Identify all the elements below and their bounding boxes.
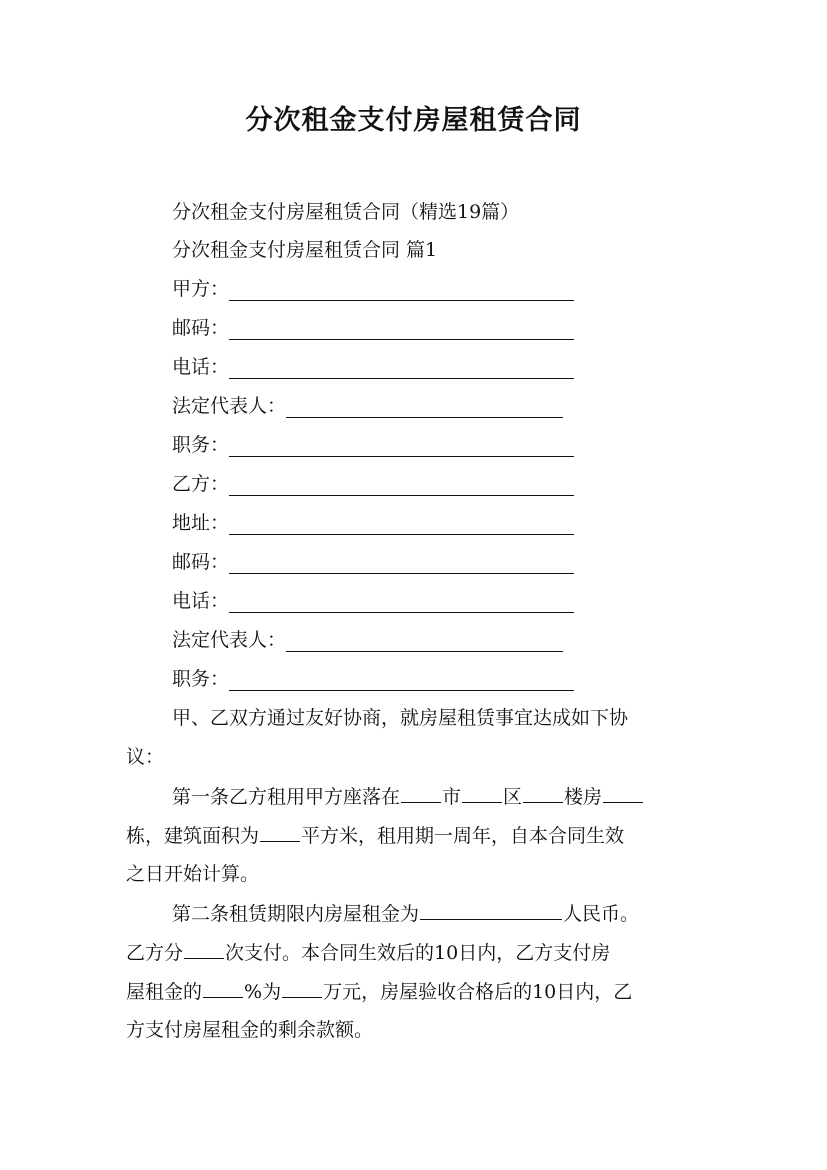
blank-line[interactable] <box>229 592 574 613</box>
blank-line[interactable] <box>603 784 643 803</box>
party-a-position-field <box>172 433 574 457</box>
article-text: 栋，建筑面积为 <box>126 825 260 847</box>
party-a-representative-field <box>172 394 563 418</box>
document-subtitle: 分次租金支付房屋租赁合同（精选19篇） <box>172 201 520 223</box>
party-b-position-field <box>172 667 574 691</box>
field-label: 职务： <box>172 668 230 690</box>
article-2-cont <box>126 979 706 1004</box>
intro-paragraph-cont: 议： <box>126 746 165 768</box>
intro-paragraph: 甲、乙双方通过友好协商，就房屋租赁事宜达成如下协 <box>172 707 629 729</box>
field-label: 乙方： <box>172 473 230 495</box>
blank-line[interactable] <box>401 784 441 803</box>
document-title: 分次租金支付房屋租赁合同 <box>245 105 582 136</box>
article-text: 区 <box>503 786 523 808</box>
blank-line[interactable] <box>229 319 574 340</box>
field-label: 甲方： <box>172 278 230 300</box>
field-label: 职务： <box>172 434 230 456</box>
party-b-representative-field <box>172 628 563 652</box>
blank-line[interactable] <box>260 823 300 842</box>
blank-line[interactable] <box>286 631 563 652</box>
article-text: 屋租金的 <box>126 981 203 1003</box>
blank-line[interactable] <box>229 280 574 301</box>
party-b-field <box>172 472 574 496</box>
field-label: 邮码： <box>172 551 230 573</box>
article-2-cont <box>126 940 706 965</box>
field-label: 邮码： <box>172 317 230 339</box>
blank-line[interactable] <box>286 397 563 418</box>
field-label: 电话： <box>172 356 230 378</box>
article-text: 次支付。本合同生效后的10日内，乙方支付房 <box>225 942 611 964</box>
article-text: 乙方分 <box>126 942 184 964</box>
article-text: 第一条乙方租用甲方座落在 <box>172 786 401 808</box>
party-a-postcode-field <box>172 316 574 340</box>
article-1 <box>172 784 752 809</box>
party-a-field <box>172 277 574 301</box>
blank-line[interactable] <box>420 901 562 920</box>
section-heading: 分次租金支付房屋租赁合同 篇1 <box>172 239 438 261</box>
party-a-phone-field <box>172 355 574 379</box>
article-text: 万元，房屋验收合格后的10日内，乙 <box>323 981 633 1003</box>
article-2 <box>172 901 752 926</box>
article-text: 人民币。 <box>563 903 640 925</box>
blank-line[interactable] <box>282 979 322 998</box>
blank-line[interactable] <box>462 784 502 803</box>
article-text: 平方米，租用期一周年，自本合同生效 <box>301 825 625 847</box>
blank-line[interactable] <box>229 514 574 535</box>
blank-line[interactable] <box>229 475 574 496</box>
party-b-phone-field <box>172 589 574 613</box>
blank-line[interactable] <box>229 358 574 379</box>
blank-line[interactable] <box>229 436 574 457</box>
blank-line[interactable] <box>523 784 563 803</box>
field-label: 地址： <box>172 512 230 534</box>
party-b-postcode-field <box>172 550 574 574</box>
field-label: 电话： <box>172 590 230 612</box>
article-text: 第二条租赁期限内房屋租金为 <box>172 903 420 925</box>
blank-line[interactable] <box>184 940 224 959</box>
article-text: 楼房 <box>564 786 603 808</box>
blank-line[interactable] <box>229 670 574 691</box>
article-text: %为 <box>244 981 282 1003</box>
article-1-cont <box>126 823 706 848</box>
field-label: 法定代表人： <box>172 395 287 417</box>
party-b-address-field <box>172 511 574 535</box>
blank-line[interactable] <box>229 553 574 574</box>
field-label: 法定代表人： <box>172 629 287 651</box>
blank-line[interactable] <box>203 979 243 998</box>
article-text: 市 <box>442 786 462 808</box>
article-1-cont: 之日开始计算。 <box>126 863 260 885</box>
article-2-cont: 方支付房屋租金的剩余款额。 <box>126 1019 374 1041</box>
